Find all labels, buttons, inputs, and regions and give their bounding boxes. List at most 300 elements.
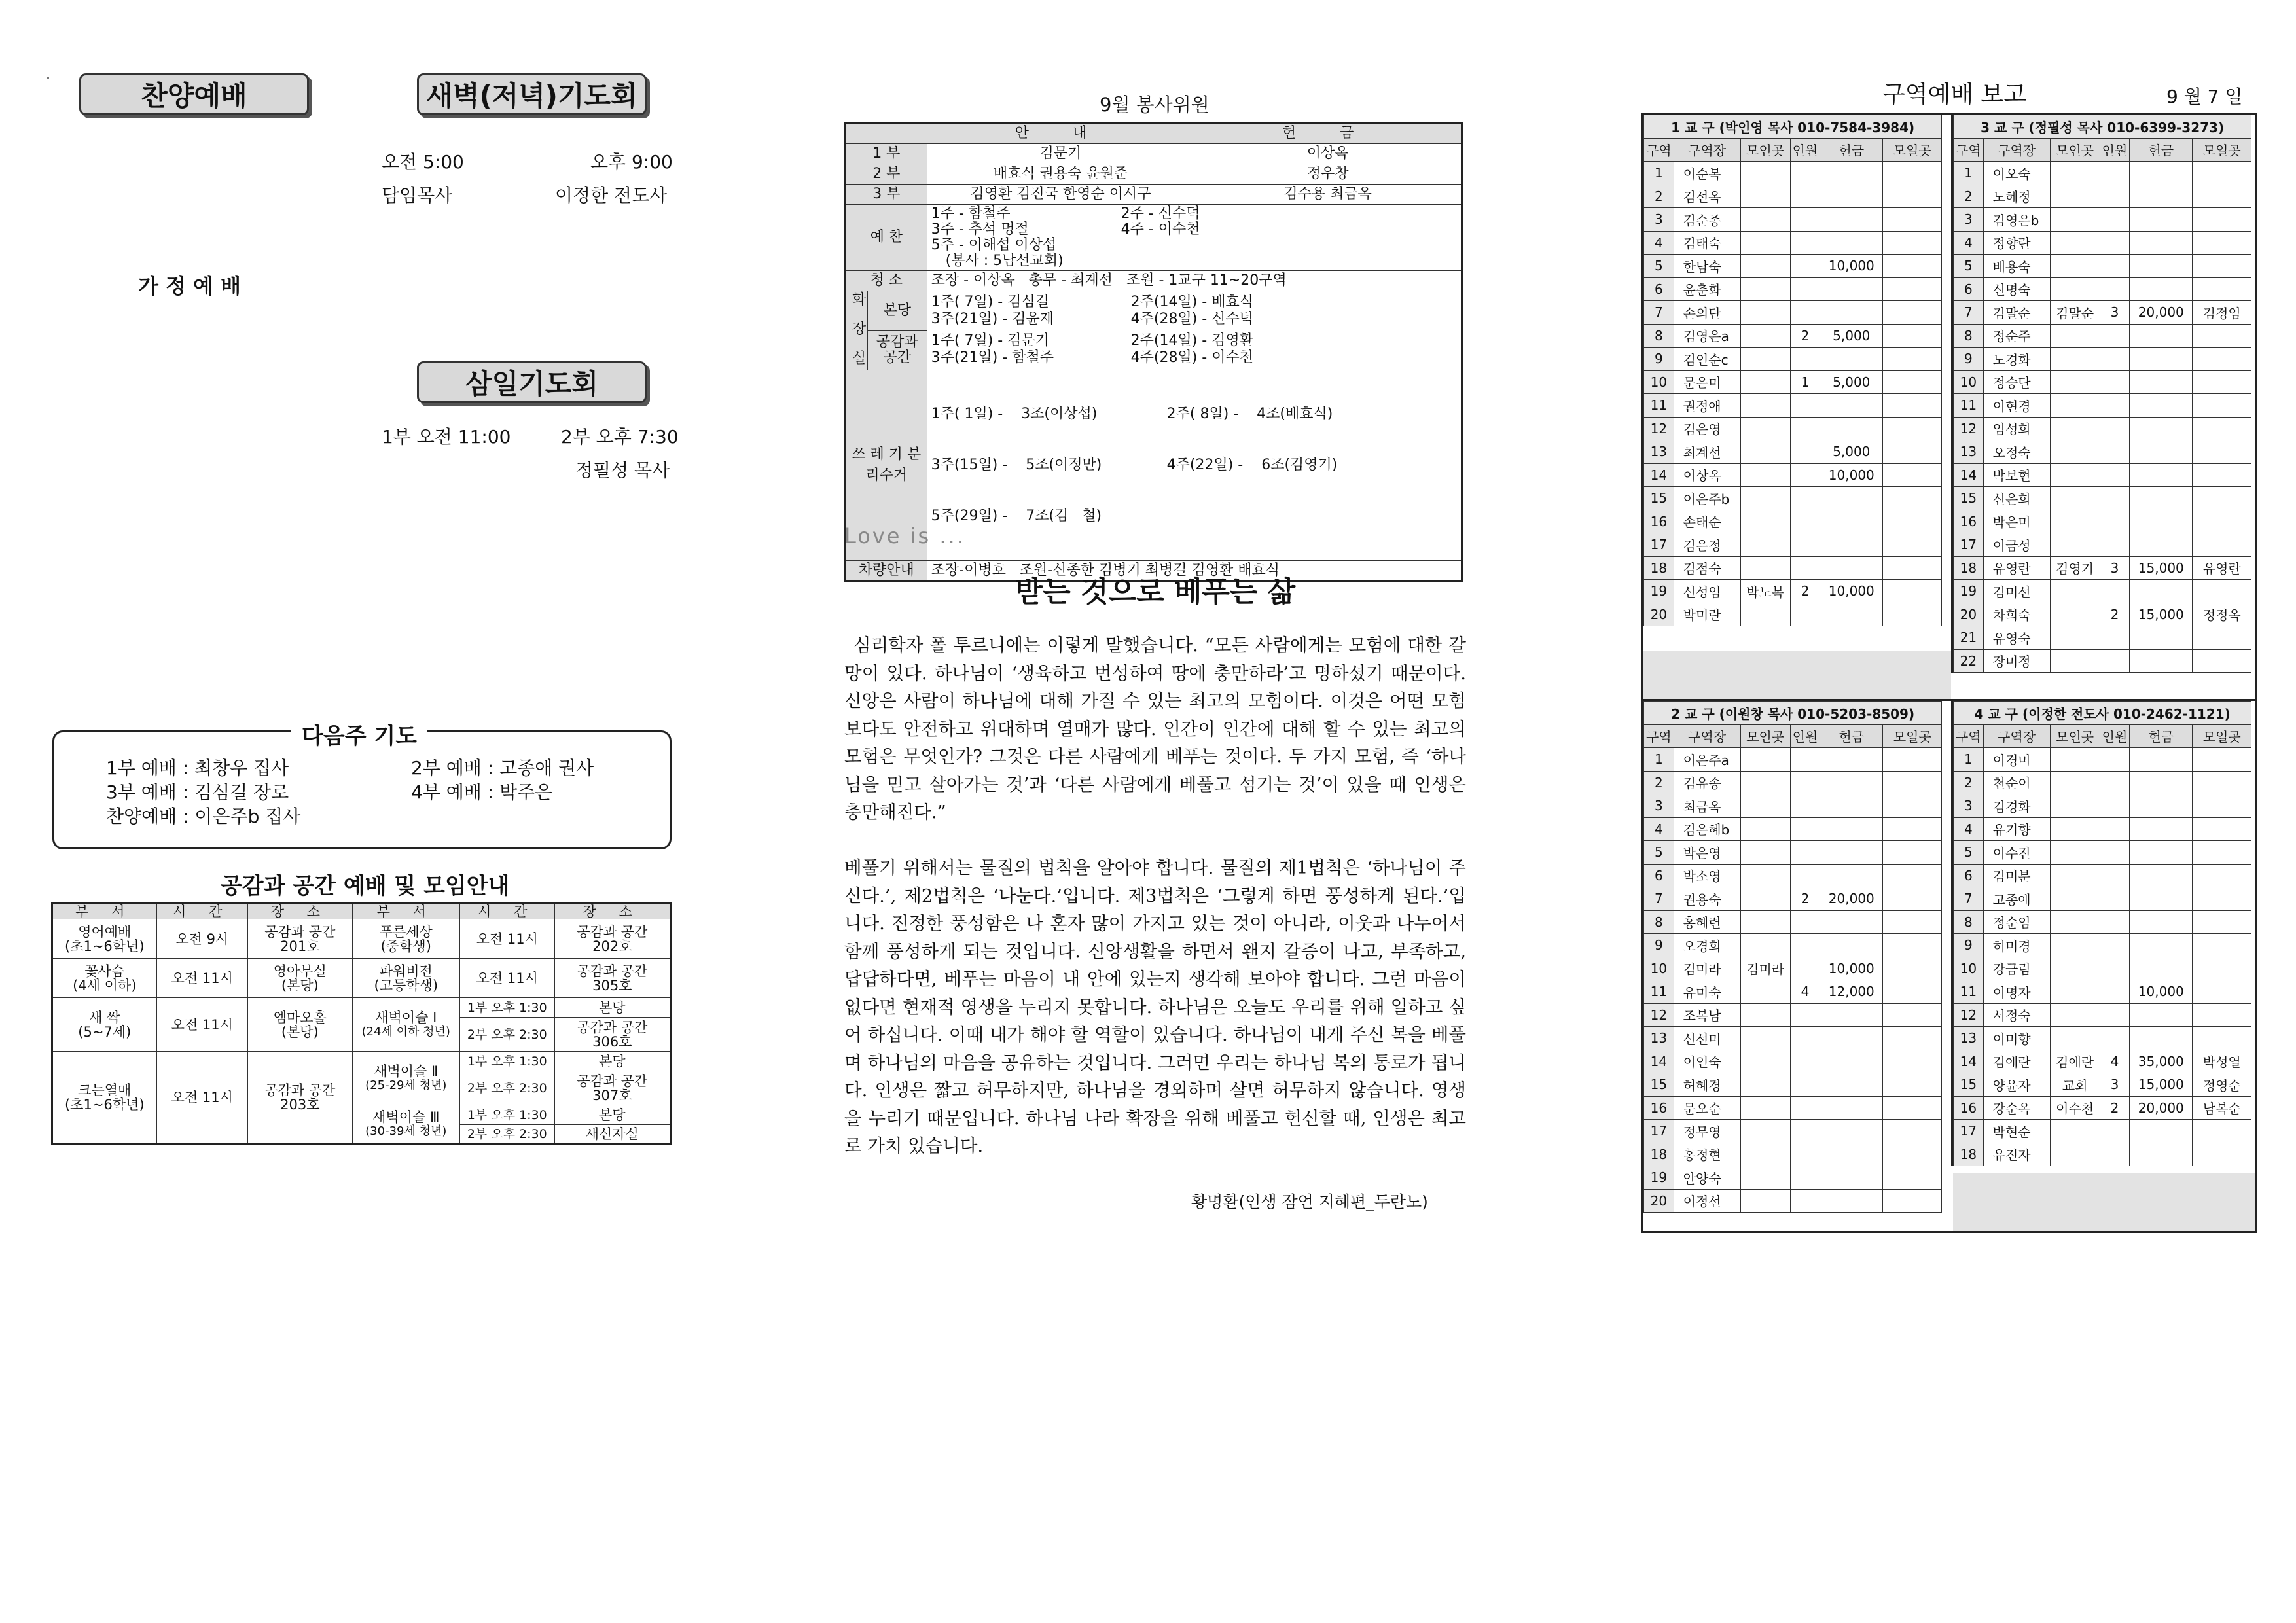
leader-name: 유진자: [1983, 1143, 2050, 1166]
leader-name: 양윤자: [1983, 1073, 2050, 1097]
attendance: [2100, 934, 2130, 957]
district-number: 6: [1954, 277, 1984, 301]
column-header: 구역: [1644, 138, 1674, 162]
next-place: 유영란: [2193, 556, 2251, 580]
meeting-place: [2050, 771, 2100, 794]
district-number: 8: [1954, 324, 1984, 348]
district-number: 6: [1644, 277, 1674, 301]
toilet-label: 화 장 실: [846, 291, 868, 370]
cell: [352, 1105, 459, 1145]
attendance: [2100, 231, 2130, 255]
next-place: [1883, 580, 1942, 603]
district-number: 7: [1954, 887, 1984, 911]
district-number: 1: [1644, 748, 1674, 772]
offering: 10,000: [2130, 980, 2193, 1004]
offering: [1820, 556, 1883, 580]
table-row: [1954, 394, 2251, 418]
table-row: [1644, 887, 1942, 911]
saebyeok-title: 새벽(저녁)기도회: [417, 73, 647, 115]
cell: [248, 998, 352, 1052]
table-row: [1644, 301, 1942, 325]
district-number: 9: [1954, 348, 1984, 371]
offering: 5,000: [1820, 370, 1883, 394]
next-place: [2193, 370, 2251, 394]
district-number: 19: [1954, 580, 1984, 603]
table-row: [1954, 208, 2251, 232]
cell-text: (본당): [281, 1024, 319, 1040]
leader-name: 노혜정: [1983, 185, 2050, 208]
attendance: [1790, 957, 1820, 980]
leader-name: 이은주a: [1674, 748, 1740, 772]
leader-name: 김미선: [1983, 580, 2050, 603]
district-number: 12: [1954, 1003, 1984, 1027]
table-row: [1644, 1189, 1942, 1213]
meeting-place: [1740, 1189, 1790, 1213]
offering: [2130, 794, 2193, 818]
next-place: [2193, 887, 2251, 911]
meeting-place: [1740, 255, 1790, 278]
row-label: 쓰 레 기 분리수거: [846, 370, 927, 561]
next-place: [2193, 348, 2251, 371]
cell-text: 201호: [280, 938, 320, 954]
meeting-place: [2050, 841, 2100, 865]
next-place: [2193, 748, 2251, 772]
offering: 10,000: [1820, 463, 1883, 487]
attendance: [2100, 208, 2130, 232]
offering: [2130, 277, 2193, 301]
table-row: [1954, 324, 2251, 348]
attendance: 2: [2100, 1096, 2130, 1120]
cell-text: 공감과 공간: [264, 1082, 336, 1098]
district-number: 5: [1954, 841, 1984, 865]
meeting-place: [1740, 231, 1790, 255]
attendance: [2100, 1120, 2130, 1143]
cell: 이상옥: [1194, 144, 1462, 164]
leader-name: 신명숙: [1983, 277, 2050, 301]
line: [931, 222, 1457, 238]
district-number: 20: [1644, 1189, 1674, 1213]
table-row: [1644, 771, 1942, 794]
column-header: 인원: [1790, 724, 1820, 748]
sch-h-dept2: 부 서: [352, 904, 459, 919]
table-row: [1954, 771, 2251, 794]
attendance: [1790, 603, 1820, 626]
leader-name: 조복남: [1674, 1003, 1740, 1027]
leader-name: 고종애: [1983, 887, 2050, 911]
district-4-filler: [1953, 1173, 2255, 1231]
offering: [2130, 887, 2193, 911]
table-row: [1644, 510, 1942, 533]
offering: 10,000: [1820, 580, 1883, 603]
leader-name: 박소영: [1674, 864, 1740, 887]
leader-name: 문은미: [1674, 370, 1740, 394]
meeting-place: [2050, 348, 2100, 371]
next-place: [2193, 277, 2251, 301]
district-number: 8: [1954, 910, 1984, 934]
offering: 5,000: [1820, 440, 1883, 464]
yechan-4: 4주 - 이수천: [1121, 221, 1200, 238]
table-row: [1954, 1143, 2251, 1166]
offering: [1820, 841, 1883, 865]
leader-name: 배용숙: [1983, 255, 2050, 278]
offering: [1820, 1027, 1883, 1050]
district-number: 5: [1644, 255, 1674, 278]
district-number: 11: [1644, 394, 1674, 418]
attendance: [2100, 510, 2130, 533]
district-number: 4: [1954, 817, 1984, 841]
leader-name: 손의단: [1674, 301, 1740, 325]
district-number: 2: [1644, 771, 1674, 794]
cell: 조장 - 이상옥 총무 - 최계선 조원 - 1교구 11~20구역: [927, 271, 1462, 291]
column-header: 모인곳: [1740, 724, 1790, 748]
next-place: [1883, 440, 1942, 464]
attendance: [2100, 957, 2130, 980]
attendance: [1790, 417, 1820, 440]
attendance: [1790, 841, 1820, 865]
table-row: [1644, 603, 1942, 626]
next-place: [2193, 864, 2251, 887]
leader-name: 신성임: [1674, 580, 1740, 603]
attendance: [1790, 394, 1820, 418]
cell: 1부 오후 1:30: [460, 1052, 555, 1071]
leader-name: 권정애: [1674, 394, 1740, 418]
leader-name: 김은혜b: [1674, 817, 1740, 841]
district-table: [1953, 701, 2251, 1166]
meeting-place: [2050, 440, 2100, 464]
table-row: [1644, 1027, 1942, 1050]
district-number: 20: [1644, 603, 1674, 626]
next-place: [1883, 231, 1942, 255]
table-row: [1954, 817, 2251, 841]
district-number: 14: [1954, 463, 1984, 487]
next-place: [2193, 817, 2251, 841]
district-number: 15: [1954, 1073, 1984, 1097]
row-label: 1 부: [846, 144, 927, 164]
district-number: 12: [1954, 417, 1984, 440]
meeting-place: [1740, 348, 1790, 371]
leader-name: 유영숙: [1983, 626, 2050, 650]
meeting-place: [1740, 864, 1790, 887]
district-number: 8: [1644, 910, 1674, 934]
offering: [2130, 1027, 2193, 1050]
meeting-place: [2050, 533, 2100, 557]
table-row: [1644, 231, 1942, 255]
vol-h-guide: 안 내: [927, 123, 1194, 144]
district-title-row: [1954, 702, 2251, 725]
meeting-place: [1740, 208, 1790, 232]
table-row: [1644, 934, 1942, 957]
meeting-place: [1740, 162, 1790, 185]
offering: [2130, 1143, 2193, 1166]
meeting-place: [2050, 980, 2100, 1004]
district-2: [1643, 699, 1951, 1213]
leader-name: 최계선: [1674, 440, 1740, 464]
meeting-place: [2050, 817, 2100, 841]
meeting-place: [2050, 794, 2100, 818]
table-row: [846, 164, 1462, 185]
district-1: [1643, 115, 1951, 626]
cell-text: (고등학생): [374, 977, 439, 993]
next-place: [1883, 185, 1942, 208]
cell-text: 영어예배: [78, 923, 132, 940]
leader-name: 강순옥: [1983, 1096, 2050, 1120]
meeting-place: [2050, 887, 2100, 911]
attendance: [2100, 324, 2130, 348]
meeting-place: [2050, 603, 2100, 626]
meeting-place: [2050, 231, 2100, 255]
sch-h-place2: 장 소: [554, 904, 670, 919]
district-number: 17: [1644, 533, 1674, 557]
district-number: 9: [1954, 934, 1984, 957]
bondang-2: 2주(14일) - 배효식: [1130, 294, 1253, 310]
district-number: 14: [1644, 1050, 1674, 1073]
meeting-place: [1740, 370, 1790, 394]
table-row: [1954, 1050, 2251, 1073]
district-number: 7: [1954, 301, 1984, 325]
table-row: [1644, 1143, 1942, 1166]
leader-name: 이정선: [1674, 1189, 1740, 1213]
leader-name: 이오숙: [1983, 162, 2050, 185]
district-number: 11: [1644, 980, 1674, 1004]
cell-text: (초1~6학년): [64, 1097, 145, 1113]
corner-mark: [47, 77, 49, 79]
leader-name: 이은주b: [1674, 487, 1740, 510]
cell-text: 영아부실: [273, 963, 327, 979]
leader-name: 김경화: [1983, 794, 2050, 818]
meeting-place: [2050, 957, 2100, 980]
district-number: 3: [1644, 794, 1674, 818]
essay-paragraph-1: 심리학자 폴 투르니에는 이렇게 말했습니다. “모든 사람에게는 모험에 대한 갈망이 있다. 하나님이 ‘생육하고 번성하여 땅에 충만하라’고 명하셨기 때문이다. 신앙은 사람이 하나님에 대해 가질 수 있는 최고의 모험이다. 이것은 어떤 모험보다도 안전하고 위대하며 열매가 많다. 인간이 인간에 대해 할 수 있는 최고의 모험은 무엇인가? 그것은 다른 사람에게 베푸는 것이다. 두 가지 모험, 즉 ‘하나님을 믿고 살아가는 것’과 ‘다른 사람에게 베풀고 섬기는 것’이 있을 때 인생은 충만해진다.”: [844, 635, 1466, 823]
cell: [927, 205, 1462, 271]
sseuregi-1: 1주( 1일) - 3조(이상섭): [931, 406, 1098, 422]
district-number: 13: [1644, 440, 1674, 464]
meeting-place: [2050, 487, 2100, 510]
next-place: [1883, 1027, 1942, 1050]
gonggam-label: 공감과 공간: [876, 334, 918, 366]
offering: [1820, 748, 1883, 772]
table-row: [1644, 580, 1942, 603]
leader-name: 허미경: [1983, 934, 2050, 957]
meeting-place: [2050, 910, 2100, 934]
attendance: 3: [2100, 301, 2130, 325]
district-number: 18: [1954, 1143, 1984, 1166]
column-header: 구역: [1954, 138, 1984, 162]
table-row: [1954, 231, 2251, 255]
table-row: [1644, 255, 1942, 278]
attendance: [2100, 162, 2130, 185]
next-place: [1883, 980, 1942, 1004]
offering: 10,000: [1820, 255, 1883, 278]
attendance: [1790, 231, 1820, 255]
district-title-row: [1644, 702, 1942, 725]
next-place: [2193, 1027, 2251, 1050]
prayer-1: 1부 예배 : 최창우 집사: [106, 757, 289, 779]
next-place: [2193, 841, 2251, 865]
cell: [927, 370, 1462, 561]
cell-text: (30-39세 청년): [365, 1124, 447, 1138]
meeting-place: [1740, 1073, 1790, 1097]
meeting-place: [1740, 1050, 1790, 1073]
table-row: [52, 998, 671, 1018]
prayer-2: 2부 예배 : 고종애 권사: [411, 757, 594, 779]
cell-text: 푸른세상: [379, 923, 433, 940]
attendance: 4: [1790, 980, 1820, 1004]
next-place: [1883, 1143, 1942, 1166]
next-place: [1883, 817, 1942, 841]
meeting-place: [1740, 394, 1790, 418]
attendance: 1: [1790, 370, 1820, 394]
leader-name: 권용숙: [1674, 887, 1740, 911]
meeting-place: [1740, 1096, 1790, 1120]
table-row: [1644, 748, 1942, 772]
attendance: [2100, 394, 2130, 418]
meeting-place: 이수천: [2050, 1096, 2100, 1120]
attendance: [2100, 580, 2130, 603]
attendance: [1790, 864, 1820, 887]
table-row: [1644, 1073, 1942, 1097]
attendance: [1790, 1003, 1820, 1027]
cell-text: 203호: [280, 1097, 320, 1113]
leader-name: 김선옥: [1674, 185, 1740, 208]
offering: [2130, 440, 2193, 464]
table-row: [1954, 301, 2251, 325]
district-number: 4: [1644, 817, 1674, 841]
leader-name: 박현순: [1983, 1120, 2050, 1143]
schedule-table: [51, 902, 672, 1145]
district-number: 13: [1644, 1027, 1674, 1050]
meeting-place: [2050, 580, 2100, 603]
essay-paragraph-2: 베풀기 위해서는 물질의 법칙을 알아야 합니다. 물질의 제1법칙은 ‘하나님이 주신다.’, 제2법칙은 ‘나눈다.’입니다. 제3법칙은 ‘그렇게 하면 풍성하게 된다.’입니다. 진정한 풍성함은 나 혼자 많이 가지고 있는 것이 아니라, 이웃과 나누어서 함께 풍성하게 되는 것입니다. 신앙생활을 하면서 왠지 갈증이 나고, 부족하고, 답답하다면, 베푸는 마음이 내 안에 있는지 생각해 보아야 합니다. 그런 마음이 없다면 현재적 영생을 누리지 못합니다. 하나님은 오늘도 우리를 위해 일하고 싶어 하십니다. 이때 내가 해야 할 역할이 있습니다. 하나님이 내게 주신 복을 베풀며 하나님의 마음을 공유하는 것입니다. 그러면 우리는 하나님 복의 통로가 됩니다. 인생은 짧고 허무하지만, 하나님을 경외하며 살면 허무하지 않습니다. 영생을 누리기 때문입니다. 하나님 나라 확장을 위해 베풀고 헌신할 때, 인생은 최고로 가치 있습니다.: [844, 857, 1466, 1156]
table-row: [1954, 440, 2251, 464]
attendance: [1790, 910, 1820, 934]
offering: [2130, 533, 2193, 557]
cell: [248, 1052, 352, 1145]
next-place: [1883, 887, 1942, 911]
table-row: [1954, 626, 2251, 650]
district-number: 15: [1954, 487, 1984, 510]
leader-name: 노경화: [1983, 348, 2050, 371]
cell: 오전 11시: [156, 959, 248, 998]
love-is: Love is ...: [844, 524, 965, 548]
district-number: 6: [1644, 864, 1674, 887]
attendance: [1790, 301, 1820, 325]
next-place: [2193, 162, 2251, 185]
sch-h-place: 장 소: [248, 904, 352, 919]
attendance: [1790, 440, 1820, 464]
table-row: [1954, 748, 2251, 772]
column-header: 모일곳: [1883, 138, 1942, 162]
leader-name: 김말순: [1983, 301, 2050, 325]
cell: 김수용 최금옥: [1194, 185, 1462, 205]
district-4: [1951, 699, 2257, 1166]
cell-text: 202호: [592, 938, 632, 954]
cell: 배효식 권용숙 윤원준: [927, 164, 1194, 185]
table-row: [1954, 533, 2251, 557]
next-place: [1883, 463, 1942, 487]
table-row: [1644, 394, 1942, 418]
district-number: 16: [1644, 1096, 1674, 1120]
row-label: 3 부: [846, 185, 927, 205]
attendance: [1790, 348, 1820, 371]
cell-text: (4세 이하): [73, 977, 137, 993]
district-number: 22: [1954, 649, 1984, 673]
offering: [1820, 1166, 1883, 1190]
cell: 김영환 김진국 한영순 이시구: [927, 185, 1194, 205]
offering: [1820, 185, 1883, 208]
next-place: [1883, 556, 1942, 580]
next-place: [1883, 324, 1942, 348]
table-row: [1644, 185, 1942, 208]
meeting-place: [2050, 626, 2100, 650]
leader-name: 유영란: [1983, 556, 2050, 580]
table-row: [1954, 162, 2251, 185]
leader-name: 이수진: [1983, 841, 2050, 865]
next-place: [2193, 324, 2251, 348]
saebyeok-pm-time: 오후 9:00: [590, 151, 673, 173]
vol-h-offering: 헌 금: [1194, 123, 1462, 144]
table-row: [1644, 910, 1942, 934]
table-row: [1644, 980, 1942, 1004]
attendance: [1790, 1096, 1820, 1120]
leader-name: 유미숙: [1674, 980, 1740, 1004]
offering: [1820, 162, 1883, 185]
district-number: 13: [1954, 440, 1984, 464]
attendance: [1790, 556, 1820, 580]
cell: 조장-이병호 조원-신종한 김병기 최병길 김영환 배효식: [927, 561, 1462, 582]
meeting-place: [1740, 417, 1790, 440]
leader-name: 강금림: [1983, 957, 2050, 980]
gonggam-3: 3주(21일) - 함철주: [931, 349, 1054, 366]
attendance: [1790, 771, 1820, 794]
offering: [2130, 510, 2193, 533]
district-report-title: 구역예배 보고: [1882, 81, 2027, 108]
meeting-place: 김애란: [2050, 1050, 2100, 1073]
meeting-place: [2050, 185, 2100, 208]
cell-text: 파워비전: [379, 963, 433, 979]
cell-text: (24세 이하 청년): [361, 1024, 450, 1039]
table-row: [1644, 864, 1942, 887]
column-header-row: [1644, 724, 1942, 748]
attendance: [1790, 162, 1820, 185]
attendance: [1790, 208, 1820, 232]
next-place: [2193, 208, 2251, 232]
leader-name: 홍정현: [1674, 1143, 1740, 1166]
district-title-row: [1644, 115, 1942, 139]
leader-name: 홍혜련: [1674, 910, 1740, 934]
table-row: [846, 291, 1462, 370]
offering: [2130, 626, 2193, 650]
gonggam-cell: [927, 330, 1461, 369]
column-header: 헌금: [2130, 138, 2193, 162]
column-header: 모인곳: [2050, 138, 2100, 162]
district-number: 18: [1954, 556, 1984, 580]
table-row: [1954, 934, 2251, 957]
table-row: [1644, 277, 1942, 301]
bondang-label: 본당: [868, 291, 927, 331]
attendance: [1790, 1120, 1820, 1143]
district-tables: [1641, 113, 2257, 1233]
table-row: [1954, 487, 2251, 510]
meeting-place: [2050, 510, 2100, 533]
cell: 오전 11시: [156, 998, 248, 1052]
table-row: [1954, 864, 2251, 887]
attendance: 2: [1790, 887, 1820, 911]
next-place: [1883, 748, 1942, 772]
column-header: 인원: [1790, 138, 1820, 162]
row-label: [846, 291, 927, 370]
cell-text: 새벽이슬 Ⅱ: [374, 1063, 439, 1079]
next-place: 김정임: [2193, 301, 2251, 325]
